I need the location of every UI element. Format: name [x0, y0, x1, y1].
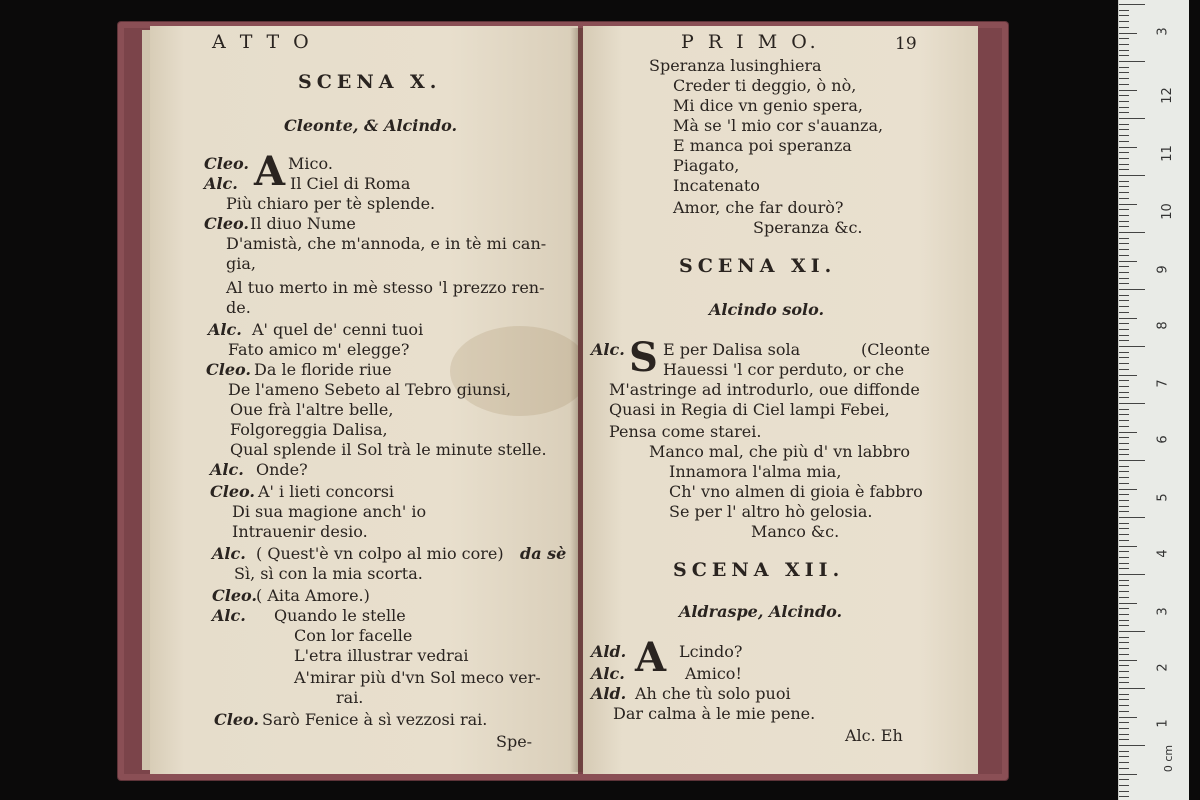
ruler-tick [1119, 517, 1145, 518]
ruler-tick [1119, 380, 1129, 381]
running-head-left: A T T O [212, 31, 313, 53]
ruler-tick [1119, 101, 1129, 102]
ruler-tick [1119, 186, 1129, 187]
speaker-label: Ald. [591, 642, 627, 661]
ruler-tick [1119, 306, 1129, 307]
ruler-tick [1119, 557, 1129, 558]
ruler-tick [1119, 660, 1137, 661]
verse-line: Ah che tù solo puoi [635, 684, 791, 703]
ruler-tick [1119, 511, 1129, 512]
ink-bleed-stain [450, 326, 578, 416]
ruler-tick [1119, 392, 1129, 393]
verse-line: Mi dice vn genio spera, [673, 96, 863, 115]
ruler-number: 2 [1155, 663, 1171, 672]
ruler-tick [1119, 608, 1129, 609]
verse-line: Manco &c. [751, 522, 840, 541]
ruler-tick [1119, 728, 1129, 729]
ruler-tick [1119, 21, 1129, 22]
ruler-tick [1119, 318, 1137, 319]
speaker-label: Alc. [208, 320, 242, 339]
ruler-tick [1119, 15, 1129, 16]
ruler-tick [1119, 255, 1129, 256]
ruler-tick [1119, 722, 1129, 723]
ruler-number: 11 [1159, 145, 1175, 162]
ruler-tick [1119, 477, 1129, 478]
verse-line: Da le floride riue [254, 360, 392, 379]
speaker-label: Cleo. [214, 710, 259, 729]
ruler-tick [1119, 44, 1129, 45]
ruler-tick [1119, 443, 1129, 444]
verse-line: Ch' vno almen di gioia è fabbro [669, 482, 923, 501]
ruler-tick [1119, 112, 1129, 113]
speaker-label: Cleo. [210, 482, 255, 501]
ruler-tick [1119, 768, 1129, 769]
ruler-tick [1119, 620, 1129, 621]
ruler-tick [1119, 779, 1129, 780]
drop-cap-a: A [254, 148, 286, 195]
verse-line: Folgoreggia Dalisa, [230, 420, 388, 439]
ruler-tick [1119, 739, 1129, 740]
ruler-tick [1119, 352, 1129, 353]
stage-direction-aside: da sè [520, 544, 567, 563]
ruler-tick [1119, 454, 1129, 455]
ruler-tick [1119, 489, 1137, 490]
ruler-tick [1119, 107, 1129, 108]
ruler-tick [1119, 574, 1145, 575]
verse-line: Mico. [288, 154, 333, 173]
ruler-tick [1119, 540, 1129, 541]
verse-line: De l'ameno Sebeto al Tebro giunsi, [228, 380, 512, 399]
ruler-tick [1119, 386, 1129, 387]
ruler-tick [1119, 312, 1129, 313]
ruler-tick [1119, 466, 1129, 467]
ruler-tick [1119, 192, 1129, 193]
ruler-tick [1119, 528, 1129, 529]
speaker-label: Alc. [591, 340, 625, 359]
ruler-number: 12 [1159, 87, 1175, 104]
ruler-tick [1119, 785, 1129, 786]
ruler-tick [1119, 55, 1129, 56]
verse-line: Fato amico m' elegge? [228, 340, 410, 359]
ruler-tick [1119, 50, 1129, 51]
ruler-tick [1119, 95, 1129, 96]
ruler-tick [1119, 734, 1129, 735]
ruler-tick [1119, 774, 1137, 775]
verse-line: Oue frà l'altre belle, [230, 400, 394, 419]
ruler-tick [1119, 397, 1129, 398]
verse-line: ( Aita Amore.) [256, 586, 370, 605]
ruler-tick [1119, 335, 1129, 336]
ruler-tick [1119, 414, 1129, 415]
speaker-label: Cleo. [204, 214, 249, 233]
ruler-number: 9 [1155, 265, 1171, 274]
ruler-tick [1119, 705, 1129, 706]
ruler-tick [1119, 84, 1129, 85]
ruler-tick [1119, 67, 1129, 68]
speaker-label: Alc. [204, 174, 238, 193]
speaker-label: Alc. [212, 606, 246, 625]
ruler-tick [1119, 164, 1129, 165]
ruler-tick [1119, 61, 1145, 62]
ruler-tick [1119, 751, 1129, 752]
drop-cap-s: S [629, 334, 658, 381]
ruler-tick [1119, 295, 1129, 296]
ruler-tick [1119, 546, 1137, 547]
verse-line: Incatenato [673, 176, 760, 195]
ruler-tick [1119, 580, 1129, 581]
speaker-label: Alc. [210, 460, 244, 479]
verse-line: Manco mal, che più d' vn labbro [649, 442, 911, 461]
ruler-tick [1119, 90, 1137, 91]
scene-characters-xii: Aldraspe, Alcindo. [679, 602, 843, 621]
ruler-tick [1119, 420, 1129, 421]
ruler-tick [1119, 209, 1129, 210]
scene-characters-xi: Alcindo solo. [709, 300, 825, 319]
ruler-tick [1119, 124, 1129, 125]
scene-title-xii: SCENA XII. [673, 559, 845, 581]
ruler-tick [1119, 642, 1129, 643]
ruler-tick [1119, 745, 1145, 746]
verse-line: Il diuo Nume [250, 214, 356, 233]
ruler-tick [1119, 78, 1129, 79]
verse-line: Mà se 'l mio cor s'auanza, [673, 116, 884, 135]
ruler-tick [1119, 711, 1129, 712]
verse-line: rai. [336, 688, 364, 707]
ruler-tick [1119, 215, 1129, 216]
ruler-number: 8 [1155, 321, 1171, 330]
ruler-tick [1119, 204, 1137, 205]
verse-line: Piagato, [673, 156, 740, 175]
ruler-tick [1119, 158, 1129, 159]
verse-line: L'etra illustrar vedrai [294, 646, 469, 665]
ruler-number: 5 [1155, 493, 1171, 502]
left-page [150, 26, 578, 774]
speaker-label: Alc. [591, 664, 625, 683]
scene-title-xi: SCENA XI. [679, 255, 837, 277]
ruler-tick [1119, 654, 1129, 655]
ruler-tick [1119, 141, 1129, 142]
verse-line: Innamora l'alma mia, [669, 462, 842, 481]
ruler-tick [1119, 682, 1129, 683]
verse-line: ( Quest'è vn colpo al mio core) [256, 544, 504, 563]
ruler-tick [1119, 38, 1129, 39]
ruler-tick [1119, 221, 1129, 222]
verse-line: Hauessi 'l cor perduto, or che [663, 360, 905, 379]
verse-line: Se per l' altro hò gelosia. [669, 502, 873, 521]
ruler-tick [1119, 437, 1129, 438]
verse-line: Amor, che far dourò? [673, 198, 844, 217]
speaker-label: Cleo. [204, 154, 249, 173]
ruler-tick [1119, 278, 1129, 279]
ruler-tick [1119, 796, 1129, 797]
ruler-tick [1119, 648, 1129, 649]
ruler-tick [1119, 665, 1129, 666]
ruler-tick [1119, 483, 1129, 484]
verse-line: E manca poi speranza [673, 136, 852, 155]
ruler-tick [1119, 460, 1145, 461]
ruler-tick [1119, 169, 1129, 170]
ruler-tick [1119, 409, 1129, 410]
verse-line: Creder ti deggio, ò nò, [673, 76, 857, 95]
ruler-tick [1119, 249, 1129, 250]
verse-line: Sì, sì con la mia scorta. [234, 564, 423, 583]
ruler-tick [1119, 261, 1137, 262]
verse-line: A' i lieti concorsi [258, 482, 395, 501]
ruler-tick [1119, 717, 1137, 718]
ruler-tick [1119, 181, 1129, 182]
verse-line: A'mirar più d'vn Sol meco ver- [294, 668, 541, 687]
ruler-tick [1119, 363, 1129, 364]
drop-cap-a-xii: A [635, 634, 667, 681]
right-page [583, 26, 978, 774]
verse-line: Sarò Fenice à sì vezzosi rai. [262, 710, 488, 729]
ruler-tick [1119, 614, 1129, 615]
verse-line: Più chiaro per tè splende. [226, 194, 436, 213]
ruler-tick [1119, 432, 1137, 433]
catchword-left: Spe- [496, 732, 533, 751]
ruler-tick [1119, 506, 1129, 507]
ruler-tick [1119, 72, 1129, 73]
stage-direction-aside: (Cleonte [861, 340, 930, 359]
ruler-number: 10 [1159, 203, 1175, 220]
ruler-tick [1119, 637, 1129, 638]
ruler-tick [1119, 563, 1129, 564]
ruler-tick [1119, 631, 1145, 632]
ruler-tick [1119, 283, 1129, 284]
ruler-tick [1119, 551, 1129, 552]
ruler-tick [1119, 403, 1145, 404]
ruler-tick [1119, 449, 1129, 450]
verse-line: A' quel de' cenni tuoi [252, 320, 424, 339]
ruler-tick [1119, 625, 1129, 626]
verse-line: Quando le stelle [274, 606, 406, 625]
verse-line: gia, [226, 254, 256, 273]
ruler-tick [1119, 500, 1129, 501]
ruler-tick [1119, 677, 1129, 678]
ruler-tick [1119, 266, 1129, 267]
ruler-tick [1119, 340, 1129, 341]
speaker-label: Cleo. [206, 360, 251, 379]
verse-line: M'astringe ad introdurlo, oue diffonde [609, 380, 920, 399]
ruler-number: 6 [1155, 435, 1171, 444]
ruler-tick [1119, 118, 1145, 119]
ruler-tick [1119, 226, 1129, 227]
measuring-ruler [1118, 0, 1189, 800]
ruler-tick [1119, 699, 1129, 700]
ruler-tick [1119, 243, 1129, 244]
ruler-number: 1 [1155, 719, 1171, 728]
ruler-tick [1119, 375, 1137, 376]
ruler-tick [1119, 152, 1129, 153]
ruler-tick [1119, 147, 1137, 148]
ruler-tick [1119, 27, 1129, 28]
ruler-tick [1119, 603, 1137, 604]
verse-line: E per Dalisa sola [663, 340, 801, 359]
ruler-tick [1119, 198, 1129, 199]
ruler-tick [1119, 300, 1129, 301]
verse-line: Onde? [256, 460, 308, 479]
ruler-tick [1119, 346, 1145, 347]
ruler-tick [1119, 762, 1129, 763]
verse-line: Il Ciel di Roma [290, 174, 411, 193]
ruler-tick [1119, 329, 1129, 330]
page-number: 19 [895, 34, 917, 54]
verse-line: Speranza &c. [753, 218, 863, 237]
ruler-tick [1119, 568, 1129, 569]
ruler-tick [1119, 688, 1145, 689]
verse-line: Al tuo merto in mè stesso 'l prezzo ren- [226, 278, 545, 297]
verse-line: D'amistà, che m'annoda, e in tè mi can- [226, 234, 547, 253]
ruler-tick [1119, 33, 1137, 34]
ruler-tick [1119, 135, 1129, 136]
ruler-tick [1119, 523, 1129, 524]
speaker-label: Ald. [591, 684, 627, 703]
speaker-label: Alc. [212, 544, 246, 563]
ruler-tick [1119, 494, 1129, 495]
ruler-tick [1119, 232, 1145, 233]
verse-line: Lcindo? [679, 642, 743, 661]
verse-line: Pensa come starei. [609, 422, 762, 441]
verse-line: Dar calma à le mie pene. [613, 704, 816, 723]
ruler-number: 4 [1155, 549, 1171, 558]
verse-line: Quasi in Regia di Ciel lampi Febei, [609, 400, 890, 419]
verse-line: Intrauenir desio. [232, 522, 368, 541]
ruler-tick [1119, 4, 1145, 5]
ruler-tick [1119, 756, 1129, 757]
ruler-tick [1119, 791, 1129, 792]
ruler-tick [1119, 597, 1129, 598]
ruler-tick [1119, 671, 1129, 672]
scene-characters-x: Cleonte, & Alcindo. [284, 116, 458, 135]
catchword-right: Alc. Eh [845, 726, 903, 745]
ruler-unit-label: 0 cm [1162, 744, 1176, 773]
ruler-number: 3 [1155, 607, 1171, 616]
ruler-tick [1119, 129, 1129, 130]
verse-line: de. [226, 298, 251, 317]
verse-line: Speranza lusinghiera [649, 56, 822, 75]
ruler-tick [1119, 591, 1129, 592]
ruler-number: 7 [1155, 379, 1171, 388]
ruler-tick [1119, 10, 1129, 11]
verse-line: Con lor facelle [294, 626, 413, 645]
ruler-tick [1119, 175, 1145, 176]
ruler-tick [1119, 585, 1129, 586]
ruler-tick [1119, 369, 1129, 370]
ruler-number: 3 [1155, 27, 1171, 36]
verse-line: Qual splende il Sol trà le minute stelle. [230, 440, 547, 459]
ruler-tick [1119, 289, 1145, 290]
ruler-tick [1119, 272, 1129, 273]
ruler-tick [1119, 426, 1129, 427]
ruler-tick [1119, 694, 1129, 695]
ruler-tick [1119, 323, 1129, 324]
running-head-right: P R I M O. [681, 31, 820, 53]
verse-line: Di sua magione anch' io [232, 502, 427, 521]
ruler-tick [1119, 534, 1129, 535]
ruler-tick [1119, 357, 1129, 358]
scene-title-x: SCENA X. [298, 71, 442, 93]
verse-line: Amico! [685, 664, 742, 683]
speaker-label: Cleo. [212, 586, 257, 605]
ruler-tick [1119, 471, 1129, 472]
ruler-tick [1119, 238, 1129, 239]
